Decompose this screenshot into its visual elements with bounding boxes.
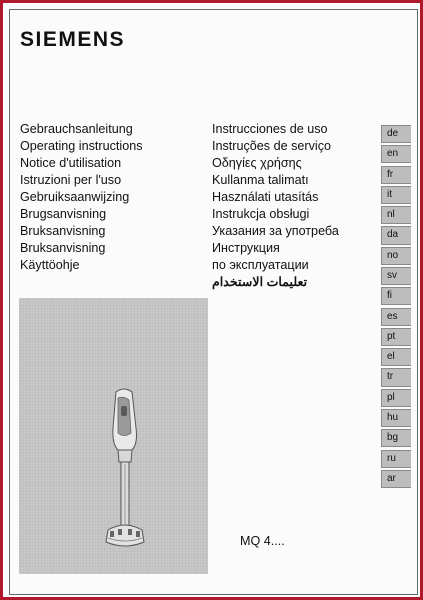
language-title: Указания за употреба xyxy=(212,224,339,238)
language-title: Használati utasítás xyxy=(212,190,319,204)
languages-left-column xyxy=(20,121,143,274)
language-title: Gebrauchsanleitung xyxy=(20,122,133,136)
language-title: Instrucciones de uso xyxy=(212,122,328,136)
language-tab[interactable]: pt xyxy=(381,328,411,346)
languages-right-column xyxy=(212,121,339,291)
language-title: Οδηγίες χρήσης xyxy=(212,156,302,170)
language-tab[interactable]: hu xyxy=(381,409,411,427)
language-title: по эксплуатации xyxy=(212,258,309,272)
language-tab[interactable]: ar xyxy=(381,470,411,488)
language-tab[interactable]: ru xyxy=(381,450,411,468)
language-tab[interactable]: el xyxy=(381,348,411,366)
brand-logo: SIEMENS xyxy=(20,28,126,51)
language-tab-strip xyxy=(381,125,411,490)
language-title: Bruksanvisning xyxy=(20,224,106,238)
language-tab[interactable]: it xyxy=(381,186,411,204)
language-tab[interactable]: bg xyxy=(381,429,411,447)
language-tab[interactable]: pl xyxy=(381,389,411,407)
language-title: Gebruiksaanwijzing xyxy=(20,190,130,204)
language-tab[interactable]: en xyxy=(381,145,411,163)
language-title: Istruzioni per l'uso xyxy=(20,173,122,187)
language-title: Kullanma talimatı xyxy=(212,173,309,187)
language-tab[interactable]: no xyxy=(381,247,411,265)
language-tab[interactable]: fr xyxy=(381,166,411,184)
language-tab[interactable]: sv xyxy=(381,267,411,285)
language-title-arabic: تعليمات الاستخدام xyxy=(212,275,308,289)
language-title: Operating instructions xyxy=(20,139,143,153)
language-tab[interactable]: tr xyxy=(381,368,411,386)
hand-blender-illustration xyxy=(96,388,156,554)
language-tab[interactable]: fi xyxy=(381,287,411,305)
language-title: Instruções de serviço xyxy=(212,139,331,153)
language-title: Notice d'utilisation xyxy=(20,156,122,170)
language-tab[interactable]: nl xyxy=(381,206,411,224)
language-tab[interactable]: da xyxy=(381,226,411,244)
language-title: Instrukcja obsługi xyxy=(212,207,310,221)
language-tab[interactable]: de xyxy=(381,125,411,143)
language-title: Käyttöohje xyxy=(20,258,80,272)
language-title: Brugsanvisning xyxy=(20,207,107,221)
language-title: Bruksanvisning xyxy=(20,241,106,255)
language-title: Инструкция xyxy=(212,241,280,255)
model-number: MQ 4.... xyxy=(240,534,285,548)
language-tab[interactable]: es xyxy=(381,308,411,326)
